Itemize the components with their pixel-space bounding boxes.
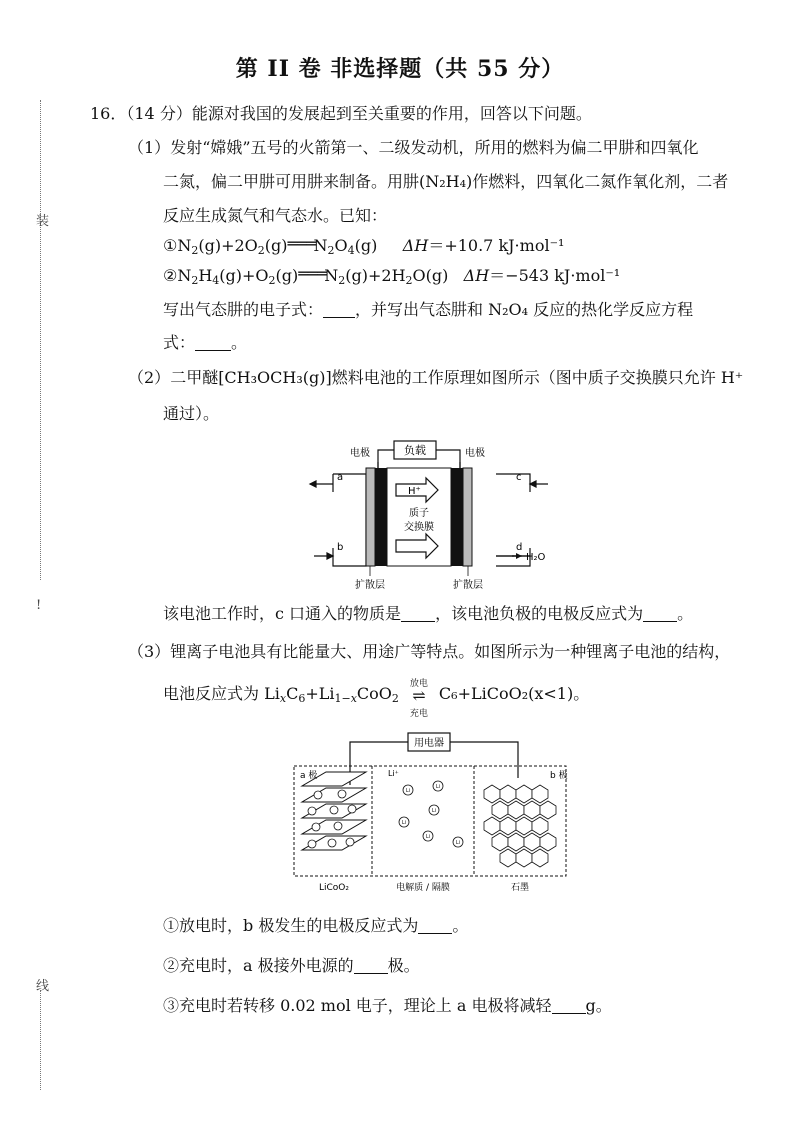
answer-blank-thermo-equation[interactable] bbox=[195, 334, 231, 351]
part3-label: （3） bbox=[128, 642, 171, 661]
part2-ask-b: ，该电池负极的电极反应式为 bbox=[435, 604, 644, 623]
svg-text:Li: Li bbox=[401, 820, 407, 826]
question-score: （14 分） bbox=[126, 104, 192, 123]
graphite-label: 石墨 bbox=[510, 883, 530, 893]
question-stem bbox=[90, 104, 592, 124]
part1-text1: 发射“嫦娥”五号的火箭第一、二级发动机，所用的燃料为偏二甲肼和四氧化 bbox=[170, 138, 699, 157]
part1-label: （1） bbox=[128, 138, 171, 157]
part2-ask-a: 该电池工作时，c 口通入的物质是 bbox=[163, 604, 402, 623]
svg-text:Li: Li bbox=[455, 840, 461, 846]
eq1-enthalpy: +10.7 kJ·mol⁻¹ bbox=[444, 236, 565, 255]
ask1b-text: ，并写出气态肼和 N₂O₄ 反应的热化学反应方程 bbox=[355, 300, 694, 319]
answer-blank-pole[interactable] bbox=[354, 957, 388, 974]
li-ion-battery-diagram bbox=[288, 730, 570, 896]
part2-label: （2） bbox=[128, 368, 171, 387]
diffusion-left-label: 扩散层 bbox=[355, 580, 385, 591]
port-b-label: b bbox=[337, 542, 344, 553]
svg-text:Li: Li bbox=[405, 788, 411, 794]
part2-line2: 通过）。 bbox=[163, 404, 220, 423]
question-number: 16． bbox=[90, 104, 127, 123]
answer-blank-electron-formula[interactable] bbox=[323, 301, 355, 318]
port-a-label: a bbox=[337, 472, 344, 483]
eq1-label: ① bbox=[163, 236, 178, 255]
part1-line1 bbox=[128, 138, 699, 158]
q2-text: ②充电时，a 极接外电源的 bbox=[163, 956, 354, 975]
answer-blank-c-port[interactable] bbox=[401, 605, 435, 622]
h-plus-label: H⁺ bbox=[408, 486, 421, 497]
ask1-text: 写出气态肼的电子式： bbox=[163, 300, 324, 319]
membrane-label-1: 质子 bbox=[409, 508, 429, 519]
b-pole-label: b 极 bbox=[550, 771, 568, 781]
water-label: H₂O bbox=[526, 552, 546, 563]
ask2-text: 式： bbox=[163, 333, 196, 352]
discharge-label: 放电 bbox=[409, 679, 428, 689]
ask2-end: 。 bbox=[231, 333, 248, 352]
answer-blank-anode-reaction[interactable] bbox=[643, 605, 677, 622]
fuel-cell-diagram bbox=[300, 438, 560, 596]
part3-line1 bbox=[128, 642, 730, 662]
svg-text:Li: Li bbox=[425, 834, 431, 840]
q3-end: g。 bbox=[585, 996, 612, 1015]
margin-dotted-line-bottom bbox=[40, 990, 41, 1090]
electrode-left-label: 电极 bbox=[350, 448, 370, 459]
load-label: 负载 bbox=[404, 444, 426, 457]
margin-char-xian: 线 bbox=[36, 979, 50, 994]
reaction-suffix: C₆+LiCoO₂(x<1)。 bbox=[438, 684, 590, 703]
part2-ask bbox=[163, 604, 693, 624]
part3-q2 bbox=[163, 956, 420, 976]
a-pole-label: a 极 bbox=[300, 771, 318, 781]
svg-text:Li: Li bbox=[435, 784, 441, 790]
part2-text1: 二甲醚[CH₃OCH₃(g)]燃料电池的工作原理如图所示（图中质子交换膜只允许 H⁺ bbox=[170, 368, 744, 387]
part2-ask-end: 。 bbox=[677, 604, 694, 623]
margin-dotted-line-top bbox=[40, 100, 41, 580]
margin-char-mark: ! bbox=[36, 598, 42, 613]
device-label: 用电器 bbox=[414, 738, 444, 749]
eq2-enthalpy: −543 kJ·mol⁻¹ bbox=[505, 266, 621, 285]
li-ion-label: Li⁺ bbox=[388, 769, 399, 778]
part3-text1: 锂离子电池具有比能量大、用途广等特点。如图所示为一种锂离子电池的结构， bbox=[170, 642, 731, 661]
reaction-prefix: 电池反应式为 Li bbox=[163, 684, 280, 703]
q2-end: 极。 bbox=[387, 956, 420, 975]
equation-2: $②N_2H_4(g)+O_2(g)═══N_2(g)+2H_2O(g)$ ΔH＝−543 kJ·mol⁻¹ bbox=[163, 264, 621, 287]
diffusion-right-label: 扩散层 bbox=[453, 580, 483, 591]
reversible-arrow: 放电 ⇌ 充电 bbox=[399, 686, 439, 706]
part3-q1 bbox=[163, 916, 468, 936]
q1-end: 。 bbox=[452, 916, 469, 935]
licoo2-label: LiCoO₂ bbox=[319, 883, 349, 893]
eq2-label: ② bbox=[163, 266, 178, 285]
part1-line2: 二氮，偏二甲肼可用肼来制备。用肼(N₂H₄)作燃料，四氧化二氮作氧化剂，二者 bbox=[163, 172, 729, 191]
port-d-label: d bbox=[516, 542, 523, 553]
membrane-label-2: 交换膜 bbox=[404, 522, 434, 533]
part1-ask1 bbox=[163, 300, 693, 320]
battery-reaction: 电池反应式为 $Li_xC_6+Li_{1-x}CoO_2$ 放电 ⇌ 充电 C₆+LiCoO₂(x<1)。 bbox=[163, 684, 589, 706]
electrode-right-label: 电极 bbox=[465, 448, 485, 459]
part3-q3 bbox=[163, 996, 612, 1016]
electrolyte-label: 电解质 / 隔膜 bbox=[396, 883, 450, 893]
q3-text: ③充电时若转移 0.02 mol 电子，理论上 a 电极将减轻 bbox=[163, 996, 552, 1015]
charge-label: 充电 bbox=[409, 709, 428, 719]
q1-text: ①放电时，b 极发生的电极反应式为 bbox=[163, 916, 419, 935]
port-c-label: c bbox=[516, 472, 522, 483]
part2-line1 bbox=[128, 368, 743, 388]
question-stem-text: 能源对我国的发展起到至关重要的作用，回答以下问题。 bbox=[191, 104, 592, 123]
margin-char-zhuang: 装 bbox=[36, 214, 50, 229]
section-title: 第 II 卷 非选择题（共 55 分） bbox=[235, 56, 565, 82]
svg-text:Li: Li bbox=[431, 808, 437, 814]
equation-1: $①N_2(g)+2O_2(g)═══N_2O_4(g)$ ΔH＝+10.7 kJ·mol⁻¹ bbox=[163, 234, 565, 257]
part1-line3: 反应生成氮气和气态水。已知： bbox=[163, 206, 388, 225]
part1-ask2 bbox=[163, 333, 247, 353]
answer-blank-mass[interactable] bbox=[552, 997, 586, 1014]
answer-blank-b-reaction[interactable] bbox=[418, 917, 452, 934]
